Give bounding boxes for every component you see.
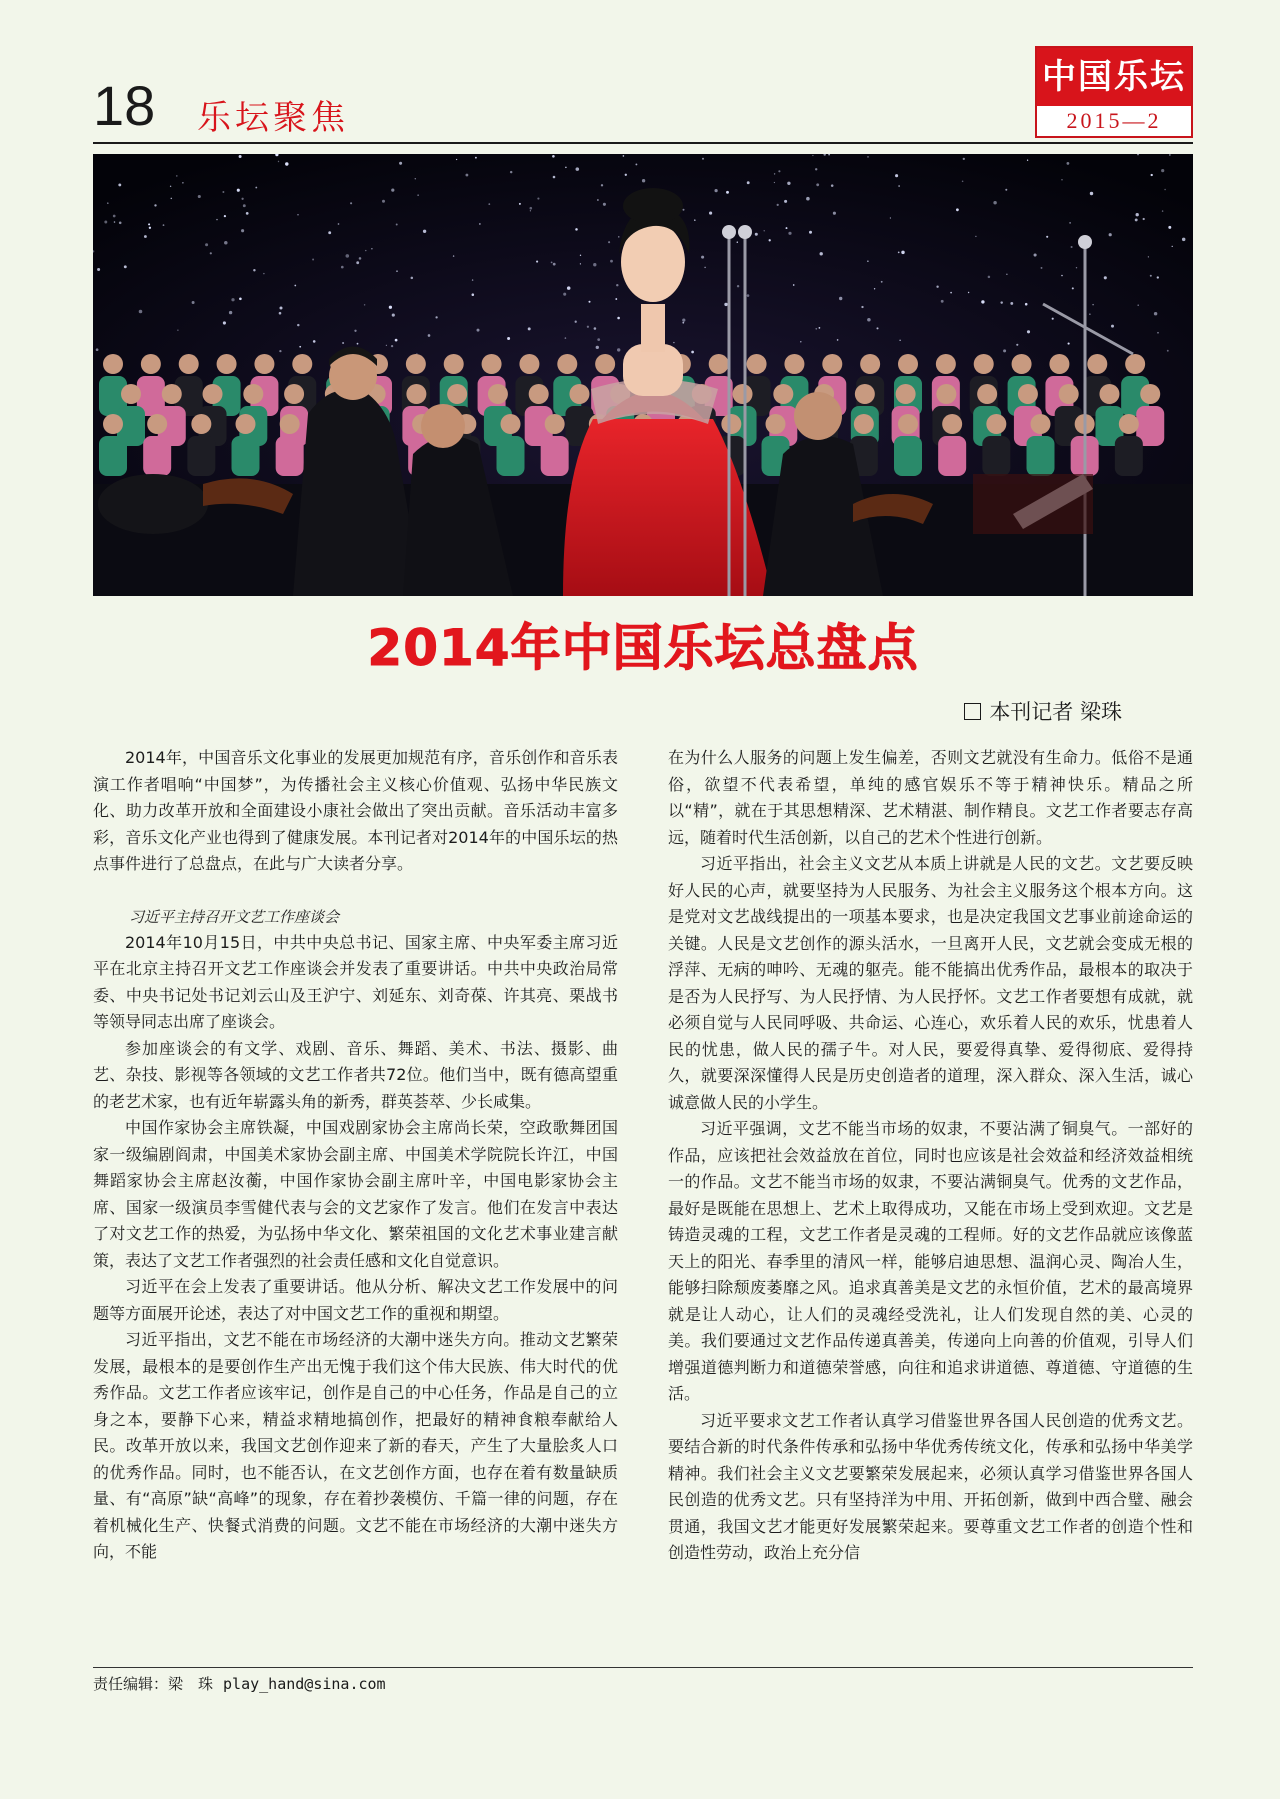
stage-star bbox=[1143, 218, 1145, 220]
stage-star bbox=[170, 186, 171, 187]
stage-star bbox=[465, 174, 468, 177]
stage-star bbox=[563, 293, 566, 296]
stage-star bbox=[774, 173, 775, 174]
stage-star bbox=[530, 210, 531, 211]
lead-spacer bbox=[93, 878, 618, 890]
stage-star bbox=[635, 163, 637, 165]
stage-star bbox=[1148, 256, 1149, 257]
stage-star bbox=[580, 255, 581, 256]
editor-email: play_hand@sina.com bbox=[223, 1675, 386, 1693]
choir-member bbox=[1115, 414, 1143, 476]
stage-star bbox=[297, 324, 299, 326]
stage-star bbox=[1068, 343, 1070, 345]
stage-star bbox=[507, 337, 510, 340]
stage-star bbox=[231, 298, 234, 301]
stage-star bbox=[726, 191, 729, 194]
stage-star bbox=[279, 306, 282, 309]
stage-star bbox=[510, 171, 512, 173]
stage-star bbox=[1052, 318, 1054, 320]
stage-star bbox=[806, 197, 810, 201]
stage-star bbox=[714, 189, 717, 192]
stage-star bbox=[1169, 154, 1170, 155]
stage-star bbox=[365, 250, 366, 251]
stage-star bbox=[616, 284, 618, 286]
article-body bbox=[93, 745, 1193, 1655]
stage-star bbox=[1111, 325, 1114, 328]
stage-star bbox=[224, 241, 228, 245]
stage-star bbox=[567, 286, 571, 290]
stage-star bbox=[313, 340, 316, 343]
stage-star bbox=[241, 229, 244, 232]
stage-star bbox=[1046, 236, 1048, 238]
stage-star bbox=[962, 181, 964, 183]
stage-star bbox=[898, 252, 900, 254]
stage-star bbox=[453, 255, 454, 256]
stage-star bbox=[691, 351, 694, 354]
concert-photo-illustration bbox=[93, 154, 1193, 596]
stage-star bbox=[279, 350, 281, 352]
logo-title: 中国乐坛 bbox=[1037, 48, 1191, 106]
stage-star bbox=[488, 203, 490, 205]
stage-star bbox=[396, 270, 398, 272]
stage-star bbox=[1135, 218, 1138, 221]
stage-star bbox=[255, 187, 257, 189]
choir-member bbox=[187, 414, 215, 476]
stage-star bbox=[428, 334, 431, 337]
stage-star bbox=[777, 204, 779, 206]
stage-star bbox=[357, 343, 359, 345]
logo-issue: 2015—2 bbox=[1066, 108, 1162, 133]
choir-member bbox=[143, 414, 171, 476]
stage-star bbox=[816, 183, 819, 186]
stage-star bbox=[950, 292, 952, 294]
stage-star bbox=[342, 342, 344, 344]
article-paragraph: 在为什么人服务的问题上发生偏差，否则文艺就没有生命力。低俗不是通俗，欲望不代表希望，单纯的感官娱乐不等于精神快乐。精品之所以“精”，就在于其思想精深、艺术精湛、制作精良。文艺工作者要志存高远，随着时代生活创新，以自己的艺术个性进行创新。 bbox=[668, 748, 1193, 847]
choir-member bbox=[541, 414, 569, 476]
article-lead: 2014年，中国音乐文化事业的发展更加规范有序，音乐创作和音乐表演工作者唱响“中国梦”，为传播社会主义核心价值观、弘扬中华民族文化、助力改革开放和全面建设小康社会做出了突出贡献。音乐活动丰富多彩，音乐文化产业也得到了健康发展。本刊记者对2014年的中国乐坛的热点事件进行了总盘点，在此与广大读者分享。 bbox=[93, 748, 618, 873]
stage-star bbox=[975, 236, 976, 237]
stage-star bbox=[788, 232, 791, 235]
stage-star bbox=[901, 251, 904, 254]
stage-star bbox=[278, 161, 279, 162]
stage-star bbox=[1154, 312, 1157, 315]
stage-star bbox=[1003, 349, 1006, 352]
stage-star bbox=[1010, 302, 1013, 305]
stage-star bbox=[124, 265, 127, 268]
stage-star bbox=[371, 248, 372, 249]
stage-star bbox=[536, 261, 538, 263]
stage-star bbox=[216, 219, 217, 220]
stage-star bbox=[1168, 226, 1171, 229]
stage-star bbox=[1157, 276, 1159, 278]
stage-star bbox=[198, 195, 201, 198]
stage-star bbox=[328, 231, 331, 234]
stage-star bbox=[1005, 189, 1007, 191]
stage-star bbox=[237, 189, 240, 192]
magazine-logo bbox=[1035, 46, 1193, 138]
stage-star bbox=[1016, 344, 1018, 346]
stage-star bbox=[297, 214, 298, 215]
stage-star bbox=[552, 155, 555, 158]
stage-star bbox=[114, 221, 116, 223]
article-paragraph: 2014年10月15日，中共中央总书记、国家主席、中央军委主席习近平在北京主持召开文艺工作座谈会并发表了重要讲话。中共中央政治局常委、中央书记处书记刘云山及王沪宁、刘延东、刘奇葆、许其亮、栗战书等领导同志出席了座谈会。 bbox=[93, 932, 618, 1031]
stage-star bbox=[895, 174, 898, 177]
stage-star bbox=[279, 312, 282, 315]
stage-star bbox=[594, 327, 597, 330]
stage-star bbox=[113, 215, 116, 218]
article-byline bbox=[964, 696, 1122, 726]
stage-star bbox=[210, 252, 212, 254]
stage-star bbox=[423, 230, 426, 233]
stage-star bbox=[1172, 246, 1173, 247]
stage-star bbox=[263, 273, 264, 274]
stage-star bbox=[553, 263, 556, 266]
stage-star bbox=[861, 306, 863, 308]
stage-star bbox=[346, 254, 350, 258]
stage-star bbox=[312, 259, 314, 261]
stage-star bbox=[1150, 275, 1152, 277]
stage-star bbox=[981, 300, 984, 303]
stage-star bbox=[898, 185, 900, 187]
stage-star bbox=[812, 155, 813, 156]
stage-star bbox=[96, 348, 99, 351]
stage-star bbox=[819, 327, 821, 329]
stage-star bbox=[831, 184, 834, 187]
stage-star bbox=[456, 159, 457, 160]
stage-star bbox=[391, 188, 394, 191]
choir-member bbox=[99, 414, 127, 476]
stage-star bbox=[223, 321, 226, 324]
stage-star bbox=[364, 304, 365, 305]
stage-star bbox=[956, 208, 959, 211]
stage-star bbox=[176, 175, 178, 177]
stage-star bbox=[1071, 246, 1073, 248]
stage-star bbox=[588, 301, 590, 303]
stage-star bbox=[617, 348, 620, 351]
stage-star bbox=[576, 167, 580, 171]
stage-star bbox=[1069, 222, 1071, 224]
stage-star bbox=[747, 294, 750, 297]
stage-star bbox=[1136, 213, 1139, 216]
section-subhead: 习近平主持召开文艺工作座谈会 bbox=[129, 907, 340, 926]
stage-star bbox=[415, 178, 416, 179]
stage-star bbox=[575, 321, 577, 323]
stage-star bbox=[1072, 287, 1074, 289]
choir-member bbox=[982, 414, 1010, 476]
stage-star bbox=[1061, 275, 1063, 277]
stage-star bbox=[793, 284, 795, 286]
stage-star bbox=[472, 279, 473, 280]
stage-star bbox=[615, 298, 617, 300]
page-number: 18 bbox=[93, 74, 156, 137]
stage-star bbox=[968, 292, 969, 293]
stage-star bbox=[787, 182, 790, 185]
stage-star bbox=[396, 224, 398, 226]
stage-star bbox=[993, 201, 996, 204]
stage-star bbox=[701, 256, 704, 259]
stage-star bbox=[565, 337, 567, 339]
stage-star bbox=[1061, 179, 1062, 180]
stage-star bbox=[391, 345, 393, 347]
choir-member bbox=[276, 414, 304, 476]
choir-member bbox=[137, 354, 165, 416]
stage-star bbox=[833, 212, 836, 215]
stage-star bbox=[1182, 238, 1185, 241]
choir-member bbox=[497, 414, 525, 476]
stage-star bbox=[382, 200, 385, 203]
stage-star bbox=[205, 243, 208, 246]
stage-star bbox=[144, 235, 147, 238]
stage-star bbox=[229, 311, 232, 314]
stage-star bbox=[815, 168, 817, 170]
stage-star bbox=[867, 260, 868, 261]
stage-star bbox=[936, 286, 938, 288]
stage-star bbox=[737, 241, 738, 242]
stage-star bbox=[537, 198, 539, 200]
stage-star bbox=[769, 239, 771, 241]
concert-photo bbox=[93, 154, 1193, 596]
stage-star bbox=[411, 277, 414, 280]
stage-star bbox=[519, 203, 521, 205]
stage-star bbox=[610, 260, 613, 263]
stage-star bbox=[551, 262, 553, 264]
stage-star bbox=[417, 194, 418, 195]
stage-star bbox=[682, 318, 685, 321]
stage-star bbox=[682, 209, 684, 211]
stage-star bbox=[241, 198, 243, 200]
stage-star bbox=[299, 346, 301, 348]
stage-star bbox=[941, 300, 944, 303]
stage-star bbox=[597, 338, 600, 341]
stage-star bbox=[800, 341, 801, 342]
stage-star bbox=[673, 342, 674, 343]
stage-star bbox=[350, 202, 352, 204]
stage-star bbox=[603, 203, 606, 206]
stage-star bbox=[1090, 192, 1093, 195]
stage-star bbox=[820, 252, 823, 255]
stage-star bbox=[764, 230, 765, 231]
stage-star bbox=[580, 263, 581, 264]
stage-star bbox=[704, 267, 706, 269]
stage-star bbox=[529, 207, 532, 210]
stage-star bbox=[1104, 276, 1107, 279]
stage-star bbox=[682, 322, 684, 324]
article-paragraph: 习近平要求文艺工作者认真学习借鉴世界各国人民创造的优秀文艺。要结合新的时代条件传承和弘扬中华优秀传统文化，传承和弘扬中华美学精神。我们社会主义文艺要繁荣发展起来，必须认真学习借鉴世界各国人民创造的优秀文艺。只有坚持洋为中用、开拓创新，做到中西合璧、融会贯通，我国文艺才能更好发展繁荣起来。要尊重文艺工作者的创造个性和创造性劳动，政治上充分信 bbox=[668, 1410, 1193, 1562]
stage-star bbox=[395, 339, 398, 342]
stage-star bbox=[1151, 174, 1153, 176]
stage-star bbox=[963, 158, 965, 160]
stage-star bbox=[755, 233, 758, 236]
left-column bbox=[93, 745, 618, 1566]
stage-star bbox=[1089, 314, 1090, 315]
stage-star bbox=[1006, 274, 1007, 275]
article-paragraph: 习近平强调，文艺不能当市场的奴隶，不要沾满了铜臭气。一部好的作品，应该把社会效益放在首位，同时也应该是社会效益和经济效益相统一的作品。文艺不能当市场的奴隶，不要沾满铜臭气。优秀的文艺作品，最好是既能在思想上、艺术上取得成功，又能在市场上受到欢迎。文艺是铸造灵魂的工程，文艺工作者是灵魂的工程师。好的文艺作品就应该像蓝天上的阳光、春季里的清风一样，能够启迪思想、温润心灵、陶冶人生，能够扫除颓废萎靡之风。追求真善美是文艺的永恒价值，艺术的最高境界就是让人动心，让人们的灵魂经受洗礼，让人们发现自然的美、心灵的美。我们要通过文艺作品传递真善美，传递向上向善的价值观，引导人们增强道德判断力和道德荣誉感，向往和追求讲道德、尊道德、守道德的生活。 bbox=[668, 1119, 1193, 1403]
stage-star bbox=[774, 182, 775, 183]
stage-star bbox=[294, 285, 296, 287]
stage-star bbox=[593, 263, 596, 266]
stage-star bbox=[881, 281, 883, 283]
choir-member bbox=[1136, 384, 1164, 446]
stage-star bbox=[119, 222, 122, 225]
stage-star bbox=[809, 231, 812, 234]
choir-member bbox=[938, 414, 966, 476]
article-paragraph: 习近平指出，文艺不能在市场经济的大潮中迷失方向。推动文艺繁荣发展，最根本的是要创作生产出无愧于我们这个伟大民族、伟大时代的优秀作品。文艺工作者应该牢记，创作是自己的中心任务，作品是自己的立身之本，要静下心来，精益求精地搞创作，把最好的精神食粮奉献给人民。改革开放以来，我国文艺创作迎来了新的春天，产生了大量脍炙人口的优秀作品。同时，也不能否认，在文艺创作方面，也存在着有数量缺质量、有“高原”缺“高峰”的现象，存在着抄袭模仿、千篇一律的问题，存在着机械化生产、快餐式消费的问题。文艺不能在市场经济的大潮中迷失方向，不能 bbox=[93, 1330, 618, 1561]
stage-star bbox=[839, 297, 842, 300]
article-paragraph: 参加座谈会的有文学、戏剧、音乐、舞蹈、美术、书法、摄影、曲艺、杂技、影视等各领域的文艺工作者共72位。他们当中，既有德高望重的老艺术家，也有近年崭露头角的新秀，群英荟萃、少长咸集。 bbox=[93, 1038, 618, 1111]
byline-text: 本刊记者 梁珠 bbox=[989, 700, 1122, 724]
stage-star bbox=[784, 200, 787, 203]
stage-star bbox=[528, 327, 531, 330]
stage-star bbox=[192, 301, 195, 304]
stage-star bbox=[389, 306, 392, 309]
choir-member bbox=[232, 414, 260, 476]
stage-star bbox=[1027, 330, 1030, 333]
stage-star bbox=[618, 236, 619, 237]
section-title: 乐坛聚焦 bbox=[197, 98, 349, 138]
stage-star bbox=[890, 217, 891, 218]
stage-star bbox=[285, 162, 288, 165]
right-column bbox=[668, 745, 1193, 1567]
article-paragraph: 中国作家协会主席铁凝，中国戏剧家协会主席尚长荣，空政歌舞团国家一级编剧阎肃，中国美术家协会副主席、中国美术学院院长许江，中国舞蹈家协会主席赵汝蘅，中国作家协会副主席叶辛，中国电影家协会主席、国家一级演员李雪健代表与会的文艺家作了发言。他们在发言中表达了对文艺工作的热爱，为弘扬中华文化、繁荣祖国的文化艺术事业建言献策，表达了文艺工作者强烈的社会责任感和文化自觉意识。 bbox=[93, 1118, 618, 1270]
stage-star bbox=[867, 318, 871, 322]
stage-star bbox=[118, 183, 121, 186]
page-header bbox=[93, 40, 1193, 144]
stage-star bbox=[623, 155, 625, 157]
stage-star bbox=[1137, 304, 1138, 305]
stage-star bbox=[1164, 189, 1166, 191]
stage-star bbox=[709, 212, 712, 215]
stage-star bbox=[246, 212, 249, 215]
stage-star bbox=[239, 155, 242, 158]
stage-star bbox=[104, 221, 107, 224]
stage-star bbox=[359, 257, 362, 260]
stage-star bbox=[1109, 233, 1112, 236]
stage-star bbox=[1027, 160, 1028, 161]
stage-star bbox=[553, 176, 556, 179]
stage-star bbox=[139, 310, 143, 314]
stage-star bbox=[338, 223, 340, 225]
stage-star bbox=[876, 327, 878, 329]
stage-star bbox=[737, 285, 739, 287]
stage-star bbox=[399, 162, 402, 165]
stage-star bbox=[341, 266, 344, 269]
stage-star bbox=[988, 276, 991, 279]
stage-star bbox=[222, 191, 224, 193]
stage-star bbox=[1161, 169, 1164, 172]
stage-star bbox=[1000, 301, 1002, 303]
stage-star bbox=[601, 184, 603, 186]
choir-member bbox=[894, 414, 922, 476]
stage-star bbox=[477, 329, 480, 332]
byline-square-icon bbox=[964, 703, 981, 720]
stage-star bbox=[702, 158, 704, 160]
stage-star bbox=[1092, 304, 1094, 306]
article-paragraph: 习近平在会上发表了重要讲话。他从分析、解决文艺工作发展中的问题等方面展开论述，表达了对中国文艺工作的重视和期望。 bbox=[93, 1277, 618, 1323]
stage-star bbox=[874, 288, 875, 289]
stage-star bbox=[177, 330, 178, 331]
stage-star bbox=[435, 316, 437, 318]
stage-star bbox=[475, 157, 477, 159]
stage-star bbox=[724, 303, 727, 306]
stage-star bbox=[472, 293, 475, 296]
stage-star bbox=[899, 340, 900, 341]
stage-star bbox=[1157, 332, 1159, 334]
article-paragraph: 习近平指出，社会主义文艺从本质上讲就是人民的文艺。文艺要反映好人民的心声，就要坚持为人民服务、为社会主义服务这个根本方向。这是党对文艺战线提出的一项基本要求，也是决定我国文艺事业前途命运的关键。人民是文艺创作的源头活水，一旦离开人民，文艺就会变成无根的浮萍、无病的呻吟、无魂的躯壳。能不能搞出优秀作品，最根本的取决于是否为人民抒写、为人民抒情、为人民抒怀。文艺工作者要想有成就，就必须自觉与人民同呼吸、共命运、心连心，欢乐着人民的欢乐，忧患着人民的忧患，做人民的孺子牛。对人民，要爱得真挚、爱得彻底、爱得持久，就要深深懂得人民是历史创造者的道理，深入群众、深入生活，诚心诚意做人民的小学生。 bbox=[668, 854, 1193, 1112]
stage-star bbox=[107, 202, 109, 204]
stage-star bbox=[149, 227, 151, 229]
stage-star bbox=[354, 330, 356, 332]
stage-star bbox=[171, 198, 173, 200]
stage-star bbox=[154, 204, 156, 206]
stage-star bbox=[1067, 162, 1070, 165]
stage-star bbox=[617, 317, 620, 320]
stage-star bbox=[837, 339, 839, 341]
stage-star bbox=[253, 269, 255, 271]
stage-star bbox=[479, 223, 480, 224]
stage-star bbox=[597, 199, 599, 201]
stage-star bbox=[575, 228, 578, 231]
stage-star bbox=[778, 170, 780, 172]
stage-star bbox=[1041, 267, 1043, 269]
stage-star bbox=[867, 156, 869, 158]
choir-member bbox=[1027, 414, 1055, 476]
stage-star bbox=[625, 174, 627, 176]
stage-star bbox=[1167, 350, 1169, 352]
stage-star bbox=[1076, 267, 1077, 268]
header-rule bbox=[93, 142, 1193, 144]
stage-star bbox=[224, 215, 226, 217]
stage-star bbox=[1162, 210, 1163, 211]
stage-star bbox=[386, 345, 387, 346]
stage-star bbox=[642, 179, 645, 182]
stage-star bbox=[148, 223, 150, 225]
stage-star bbox=[565, 167, 566, 168]
stage-star bbox=[97, 268, 100, 271]
stage-star bbox=[243, 204, 246, 207]
stage-star bbox=[239, 297, 242, 300]
stage-star bbox=[596, 346, 599, 349]
stage-star bbox=[694, 219, 696, 221]
stage-star bbox=[356, 261, 359, 264]
stage-star bbox=[392, 314, 395, 317]
stage-star bbox=[786, 227, 788, 229]
page-footer bbox=[93, 1673, 386, 1694]
stage-star bbox=[747, 181, 750, 184]
stage-star bbox=[815, 328, 817, 330]
article-title: 2014年中国乐坛总盘点 bbox=[367, 619, 919, 677]
footer-rule bbox=[93, 1667, 1193, 1668]
stage-star bbox=[608, 241, 610, 243]
stage-star bbox=[163, 224, 165, 226]
stage-star bbox=[182, 182, 184, 184]
choir-member bbox=[1095, 384, 1123, 446]
editor-label: 责任编辑：梁 珠 bbox=[93, 1675, 214, 1693]
stage-star bbox=[587, 326, 589, 328]
stage-star bbox=[1025, 303, 1028, 306]
stage-star bbox=[1034, 253, 1037, 256]
